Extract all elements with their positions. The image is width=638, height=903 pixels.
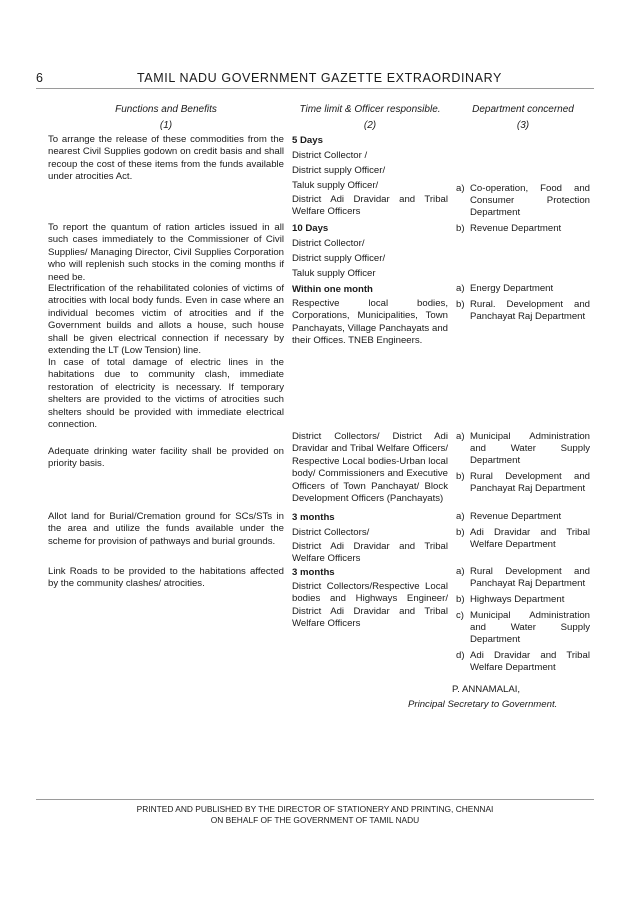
row-1-time-limit: 5 Days xyxy=(292,135,323,146)
department-name: Municipal Administration and Water Supply Department xyxy=(470,431,590,466)
department-name: Rural Development and Panchayat Raj Department xyxy=(470,471,590,494)
department-label: b) xyxy=(456,527,465,538)
signatory-designation: Principal Secretary to Government. xyxy=(408,699,558,710)
gazette-title: TAMIL NADU GOVERNMENT GAZETTE EXTRAORDINARY xyxy=(137,71,502,85)
column-heading-1-number: (1) xyxy=(159,120,173,131)
department-label: b) xyxy=(456,594,465,605)
department-name: Rural Development and Panchayat Raj Department xyxy=(470,566,590,589)
row-7-time-limit: 3 months xyxy=(292,567,335,578)
row-2-officer: District supply Officer/ xyxy=(292,253,386,264)
row-5-officer: District Collectors/ District Adi Dravidar and Tribal Welfare Officers/ Respective Local bodies-Urban local body/ Commissioners and Executive Officers of Town Panchayat/ Block Development Officers (Panchayats) xyxy=(292,431,448,505)
column-heading-2 xyxy=(292,104,448,131)
column-heading-3-title: Department concerned xyxy=(472,104,574,115)
row-5-function: Adequate drinking water facility shall be provided on priority basis. xyxy=(48,446,284,470)
row-5-departments xyxy=(456,431,590,499)
row-6-officers xyxy=(292,511,448,566)
row-3-officers xyxy=(292,283,448,348)
row-6-time-limit: 3 months xyxy=(292,512,335,523)
row-2-officer: District Collector/ xyxy=(292,238,365,249)
row-1-officer: District supply Officer/ xyxy=(292,165,386,176)
row-3-function: Electrification of the rehabilitated colonies of victims of atrocities with local body funds. Even in case where an individual becomes victim of atrocities and if the Government builds and allots a house, such house shall be given electrical connection if necessary by extending the LT (Low Tension) line. xyxy=(48,283,284,357)
department-name: Adi Dravidar and Tribal Welfare Department xyxy=(470,527,590,550)
column-heading-3-number: (3) xyxy=(516,120,530,131)
column-heading-1 xyxy=(48,104,284,131)
column-heading-2-number: (2) xyxy=(363,120,377,131)
department-name: Adi Dravidar and Tribal Welfare Department xyxy=(470,650,590,673)
column-heading-3 xyxy=(456,104,590,131)
department-item xyxy=(456,610,590,646)
signatory-name: P. ANNAMALAI, xyxy=(452,684,521,695)
department-item xyxy=(456,511,590,523)
department-name: Highways Department xyxy=(470,594,565,605)
row-4-function: In case of total damage of electric lines in the habitations due to community clash, immediate restoration of electricity is necessary. If temporary shelters are provided to the victims of atrocities such shelters should be provided with immediate electrical connection. xyxy=(48,357,284,431)
row-1-officer: Taluk supply Officer/ xyxy=(292,180,379,191)
department-item xyxy=(456,527,590,551)
row-1-function: To arrange the release of these commodities from the nearest Civil Supplies godown on credit basis and shall recoup the cost of these items from the funds available under atrocities Act. xyxy=(48,134,284,183)
department-label: a) xyxy=(456,566,465,577)
row-7-officer: District Collectors/Respective Local bodies and Highways Engineer/ District Adi Dravidar and Tribal Welfare Officers xyxy=(292,581,448,630)
department-label: d) xyxy=(456,650,465,661)
department-item xyxy=(456,183,590,219)
department-name: Rural. Development and Panchayat Raj Department xyxy=(470,299,590,322)
row-3-officer: Respective local bodies, Corporations, Municipalities, Town Panchayats, Village Panchayats and their Offices. TNEB Engineers. xyxy=(292,298,448,347)
footer-rule xyxy=(36,799,594,800)
row-6-function: Allot land for Burial/Cremation ground for SCs/STs in the area and utilize the funds available under the scheme for provision of pathways and burial grounds. xyxy=(48,511,284,547)
row-2-officers xyxy=(292,222,448,282)
department-label: a) xyxy=(456,511,465,522)
row-6-departments xyxy=(456,511,590,555)
row-1-officers xyxy=(292,134,448,219)
department-item xyxy=(456,471,590,495)
department-name: Revenue Department xyxy=(470,511,562,522)
row-3-time-limit: Within one month xyxy=(292,284,373,295)
department-item xyxy=(456,431,590,467)
shared-departments xyxy=(456,183,590,239)
department-label: a) xyxy=(456,183,465,194)
row-7-departments xyxy=(456,566,590,678)
department-label: c) xyxy=(456,610,464,621)
department-item xyxy=(456,650,590,674)
column-heading-2-title: Time limit & Officer responsible. xyxy=(299,104,441,115)
department-label: b) xyxy=(456,223,465,234)
row-6-officer: District Collectors/ xyxy=(292,527,370,538)
row-2-function: To report the quantum of ration articles issued in all such cases immediately to the Commissioner of Civil Supplies/ Managing Director, Civil Supplies Corporation who will replenish such stocks in the coming months if need be. xyxy=(48,222,284,283)
row-7-officers xyxy=(292,566,448,631)
department-name: Energy Department xyxy=(470,283,554,294)
footer-imprint xyxy=(36,804,594,826)
department-item xyxy=(456,594,590,606)
department-name: Co-operation, Food and Consumer Protection Department xyxy=(470,183,590,218)
footer-line-1: PRINTED AND PUBLISHED BY THE DIRECTOR OF STATIONERY AND PRINTING, CHENNAI xyxy=(136,804,494,814)
page-number: 6 xyxy=(36,71,43,85)
header-rule xyxy=(36,88,594,89)
row-2-officer: Taluk supply Officer xyxy=(292,268,376,279)
department-item xyxy=(456,299,590,323)
department-item xyxy=(456,223,590,235)
department-label: a) xyxy=(456,283,465,294)
row-2-time-limit: 10 Days xyxy=(292,223,329,234)
department-label: b) xyxy=(456,299,465,310)
row-6-officer: District Adi Dravidar and Tribal Welfare Officers xyxy=(292,541,448,565)
footer-line-2: ON BEHALF OF THE GOVERNMENT OF TAMIL NADU xyxy=(210,815,420,825)
row-3-departments xyxy=(456,283,590,327)
department-item xyxy=(456,283,590,295)
row-7-function: Link Roads to be provided to the habitations affected by the community clashes/ atrocities. xyxy=(48,566,284,590)
row-1-officer: District Collector / xyxy=(292,150,368,161)
department-name: Municipal Administration and Water Supply Department xyxy=(470,610,590,645)
column-heading-1-title: Functions and Benefits xyxy=(115,104,217,115)
department-label: b) xyxy=(456,471,465,482)
row-1-officer: District Adi Dravidar and Tribal Welfare Officers xyxy=(292,194,448,218)
department-item xyxy=(456,566,590,590)
department-name: Revenue Department xyxy=(470,223,562,234)
department-label: a) xyxy=(456,431,465,442)
